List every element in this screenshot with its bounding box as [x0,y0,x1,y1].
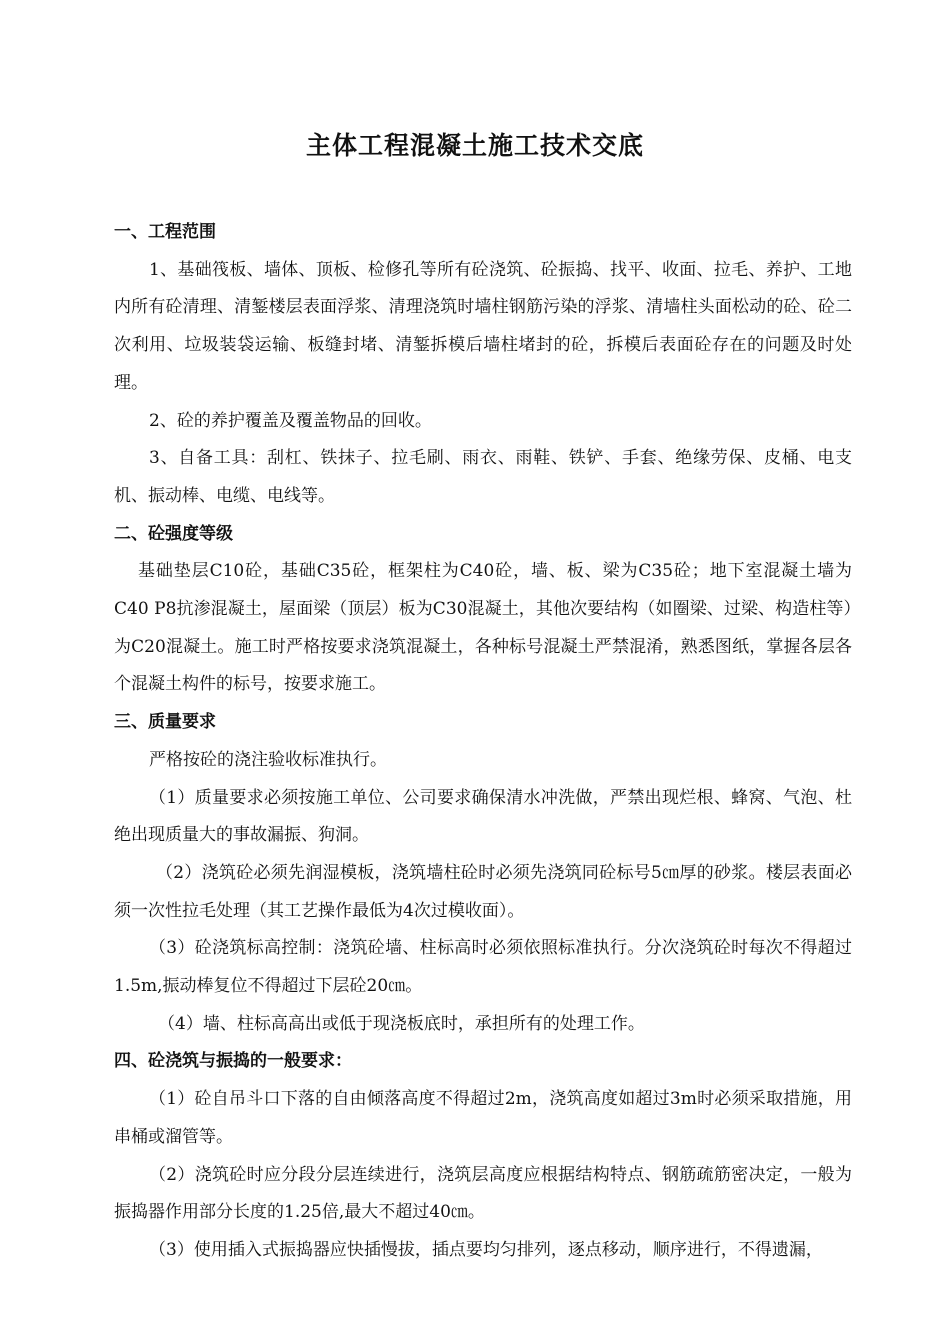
paragraph-pouring-3: （3）使用插入式振捣器应快插慢拔，插点要均匀排列，逐点移动，顺序进行，不得遗漏， [149,1239,823,1260]
paragraph-quality-3: （3）砼浇筑标高控制：浇筑砼墙、柱标高时必须依照标准执行。分次浇筑砼时每次不得超过1.5m,振动棒复位不得超过下层砼20㎝。 [114,938,852,997]
paragraph-quality-0: 严格按砼的浇注验收标准执行。 [149,749,387,770]
document-body [114,214,852,1270]
section-heading-pouring: 四、砼浇筑与振捣的一般要求： [114,1051,352,1072]
document-title: 主体工程混凝土施工技术交底 [305,131,644,160]
paragraph-scope-1: 1、基础筏板、墙体、顶板、检修孔等所有砼浇筑、砼振捣、找平、收面、拉毛、养护、工地内所有砼清理、清錾楼层表面浮浆、清理浇筑时墙柱钢筋污染的浮浆、清墙柱头面松动的砼、砼二次利用、垃圾装袋运输、板缝封堵、清錾拆模后墙柱堵封的砼，拆模后表面砼存在的问题及时处理。 [114,259,852,393]
paragraph-scope-3: 3、自备工具：刮杠、铁抹子、拉毛刷、雨衣、雨鞋、铁铲、手套、绝缘劳保、皮桶、电支机、振动棒、电缆、电线等。 [114,448,852,506]
paragraph-strength-1: 基础垫层C10砼，基础C35砼，框架柱为C40砼，墙、板、梁为C35砼；地下室混凝土墙为C40 P8抗渗混凝土，屋面梁（顶层）板为C30混凝土，其他次要结构（如圈梁、过梁、构造柱等）为C20混凝土。施工时严格按要求浇筑混凝土，各种标号混凝土严禁混淆，熟悉图纸，掌握各层各个混凝土构件的标号，按要求施工。 [114,561,852,695]
paragraph-quality-2: （2）浇筑砼必须先润湿模板，浇筑墙柱砼时必须先浇筑同砼标号5㎝厚的砂浆。楼层表面必须一次性拉毛处理（其工艺操作最低为4次过模收面）。 [114,862,852,921]
paragraph-quality-4: （4）墙、柱标高高出或低于现浇板底时，承担所有的处理工作。 [158,1013,645,1034]
section-heading-scope: 一、工程范围 [114,222,216,242]
section-heading-strength: 二、砼强度等级 [114,523,233,544]
section-heading-quality: 三、质量要求 [114,712,216,733]
paragraph-quality-1: （1）质量要求必须按施工单位、公司要求确保清水冲洗做，严禁出现烂根、蜂窝、气泡、杜绝出现质量大的事故漏振、狗洞。 [114,787,852,846]
paragraph-pouring-2: （2）浇筑砼时应分段分层连续进行，浇筑层高度应根据结构特点、钢筋疏筋密决定，一般为振捣器作用部分长度的1.25倍,最大不超过40㎝。 [114,1164,852,1223]
paragraph-scope-2: 2、砼的养护覆盖及覆盖物品的回收。 [149,410,432,431]
paragraph-pouring-1: （1）砼自吊斗口下落的自由倾落高度不得超过2m，浇筑高度如超过3m时必须采取措施，用串桶或溜管等。 [114,1089,852,1147]
